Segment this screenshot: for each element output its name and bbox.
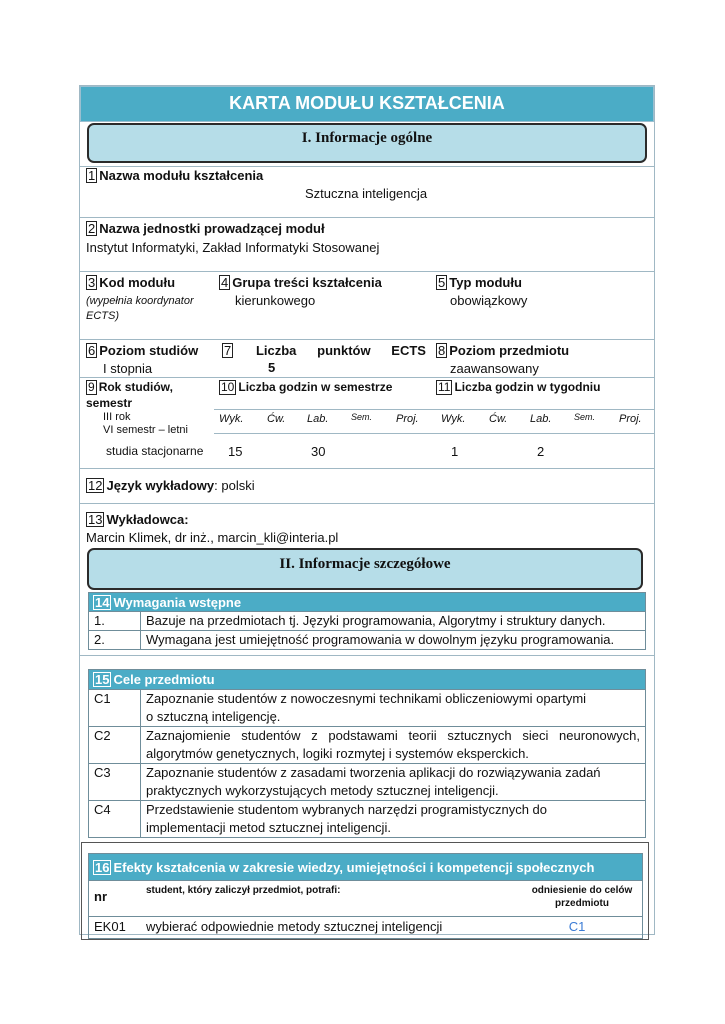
outcomes-column-header: nr student, który zaliczył przedmiot, potrafi: odniesienie do celów przedmiotu (88, 881, 643, 917)
outcomes-title: Efekty kształcenia w zakresie wiedzy, umiejętności i kompetencji społecznych (113, 860, 595, 875)
week-col-proj: Proj. (619, 413, 642, 425)
table-row: C1 Zapoznanie studentów z nowoczesnymi technikami obliczeniowymi opartymi o sztuczną inteligencję. (88, 690, 646, 727)
table-row: 2. Wymagana jest umiejętność programowania w dowolnym języku programowania. (88, 631, 646, 650)
form-title: KARTA MODUŁU KSZTAŁCENIA (80, 86, 654, 122)
field-hours-week-label: Liczba godzin w tygodniu (454, 380, 601, 394)
field-hours-semester: 10 Liczba godzin w semestrze (221, 380, 393, 394)
goals-header: 15 Cele przedmiotu (88, 669, 646, 690)
field-module-code: 3 Kod modułu (wypełnia koordynator ECTS) (86, 275, 214, 324)
field-study-level-value: I stopnia (103, 361, 153, 376)
requirements-header: 14 Wymagania wstępne (88, 592, 646, 612)
field-module-code-label: Kod modułu (99, 275, 176, 290)
field-study-level: 6 Poziom studiów I stopnia (86, 343, 214, 376)
field-hours-week: 11 Liczba godzin w tygodniu (438, 380, 601, 394)
field-lecturer-value: Marcin Klimek, dr inż., marcin_kli@interia.pl (86, 530, 339, 545)
section-general-info-label: I. Informacje ogólne (301, 130, 433, 146)
sem-col-lab: Lab. (307, 413, 329, 425)
goals-title: Cele przedmiotu (113, 672, 215, 687)
week-val-lab: 2 (537, 444, 545, 459)
table-row: C3 Zapoznanie studentów z zasadami tworzenia aplikacji do rozwiązywania zadań praktycznych wykorzystujących metody sztucznej inteligencji. (88, 764, 646, 801)
field-lecturer-label: Wykładowca: (106, 512, 189, 527)
field-year-semester: 9 Rok studiów, semestr III rok VI semestr – letni (86, 380, 188, 436)
field-unit-value: Instytut Informatyki, Zakład Informatyki Stosowanej (86, 240, 380, 255)
field-language: 12 Język wykładowy: polski (88, 478, 255, 493)
sem-col-cw: Ćw. (267, 413, 286, 425)
field-module-name-value: Sztuczna inteligencja (305, 186, 428, 201)
section-detailed-info (87, 548, 643, 590)
field-content-group-label: Grupa treści kształcenia (232, 275, 382, 290)
sem-col-wyk: Wyk. (219, 413, 244, 425)
week-val-wyk: 1 (451, 444, 459, 459)
requirements-table (88, 592, 646, 650)
field-module-name: 1 Nazwa modułu kształcenia (88, 168, 264, 183)
week-col-wyk: Wyk. (441, 413, 466, 425)
week-col-cw: Ćw. (489, 413, 508, 425)
table-row: C4 Przedstawienie studentom wybranych narzędzi programistycznych do implementacji metod sztucznej inteligencji. (88, 801, 646, 838)
field-language-label: Język wykładowy (106, 478, 215, 493)
table-row: C2 Zaznajomienie studentów z podstawami teorii sztucznych sieci neuronowych, algorytmów genetycznych, logiki rozmytej i systemów eksperckich. (88, 727, 646, 764)
field-ects-value: 5 (268, 360, 276, 375)
field-module-type: 5 Typ modułu obowiązkowy (436, 275, 646, 308)
table-row: 1. Bazuje na przedmiotach tj. Języki programowania, Algorytmy i struktury danych. (88, 612, 646, 631)
section-general-info (87, 123, 647, 163)
sem-col-proj: Proj. (396, 413, 419, 425)
week-col-lab: Lab. (530, 413, 552, 425)
field-study-level-label: Poziom studiów (99, 343, 199, 358)
field-module-name-label: Nazwa modułu kształcenia (99, 168, 264, 183)
field-lecturer: 13 Wykładowca: (88, 512, 189, 527)
field-year-semester-mode: studia stacjonarne (106, 444, 204, 458)
outcomes-table (88, 853, 643, 939)
field-ects: 7 Liczba punktów ECTS 5 (224, 343, 426, 375)
field-module-type-label: Typ modułu (449, 275, 522, 290)
field-subject-level-label: Poziom przedmiotu (449, 343, 570, 358)
field-content-group-value: kierunkowego (235, 293, 316, 308)
field-language-value: : polski (214, 478, 255, 493)
field-module-type-value: obowiązkowy (450, 293, 528, 308)
outcomes-header: 16 Efekty kształcenia w zakresie wiedzy, umiejętności i kompetencji społecznych (88, 853, 643, 881)
week-col-sem: Sem. (574, 412, 596, 422)
sem-val-wyk: 15 (228, 444, 243, 459)
field-unit-label: Nazwa jednostki prowadzącej moduł (99, 221, 325, 236)
outcome-ref-link[interactable]: C1 (568, 919, 586, 934)
field-subject-level: 8 Poziom przedmiotu zaawansowany (436, 343, 646, 376)
field-hours-semester-label: Liczba godzin w semestrze (238, 380, 393, 394)
field-content-group: 4 Grupa treści kształcenia kierunkowego (219, 275, 429, 308)
requirements-title: Wymagania wstępne (113, 595, 242, 610)
section-detailed-info-label: II. Informacje szczegółowe (279, 556, 451, 572)
sem-col-sem: Sem. (351, 412, 373, 422)
field-module-code-note: (wypełnia koordynator ECTS) (86, 295, 194, 322)
sem-val-lab: 30 (311, 444, 326, 459)
goals-table (88, 669, 646, 838)
field-unit: 2 Nazwa jednostki prowadzącej moduł (88, 221, 325, 236)
table-row: EK01 wybierać odpowiednie metody sztucznej inteligencji C1 (88, 917, 643, 939)
field-subject-level-value: zaawansowany (450, 361, 539, 376)
